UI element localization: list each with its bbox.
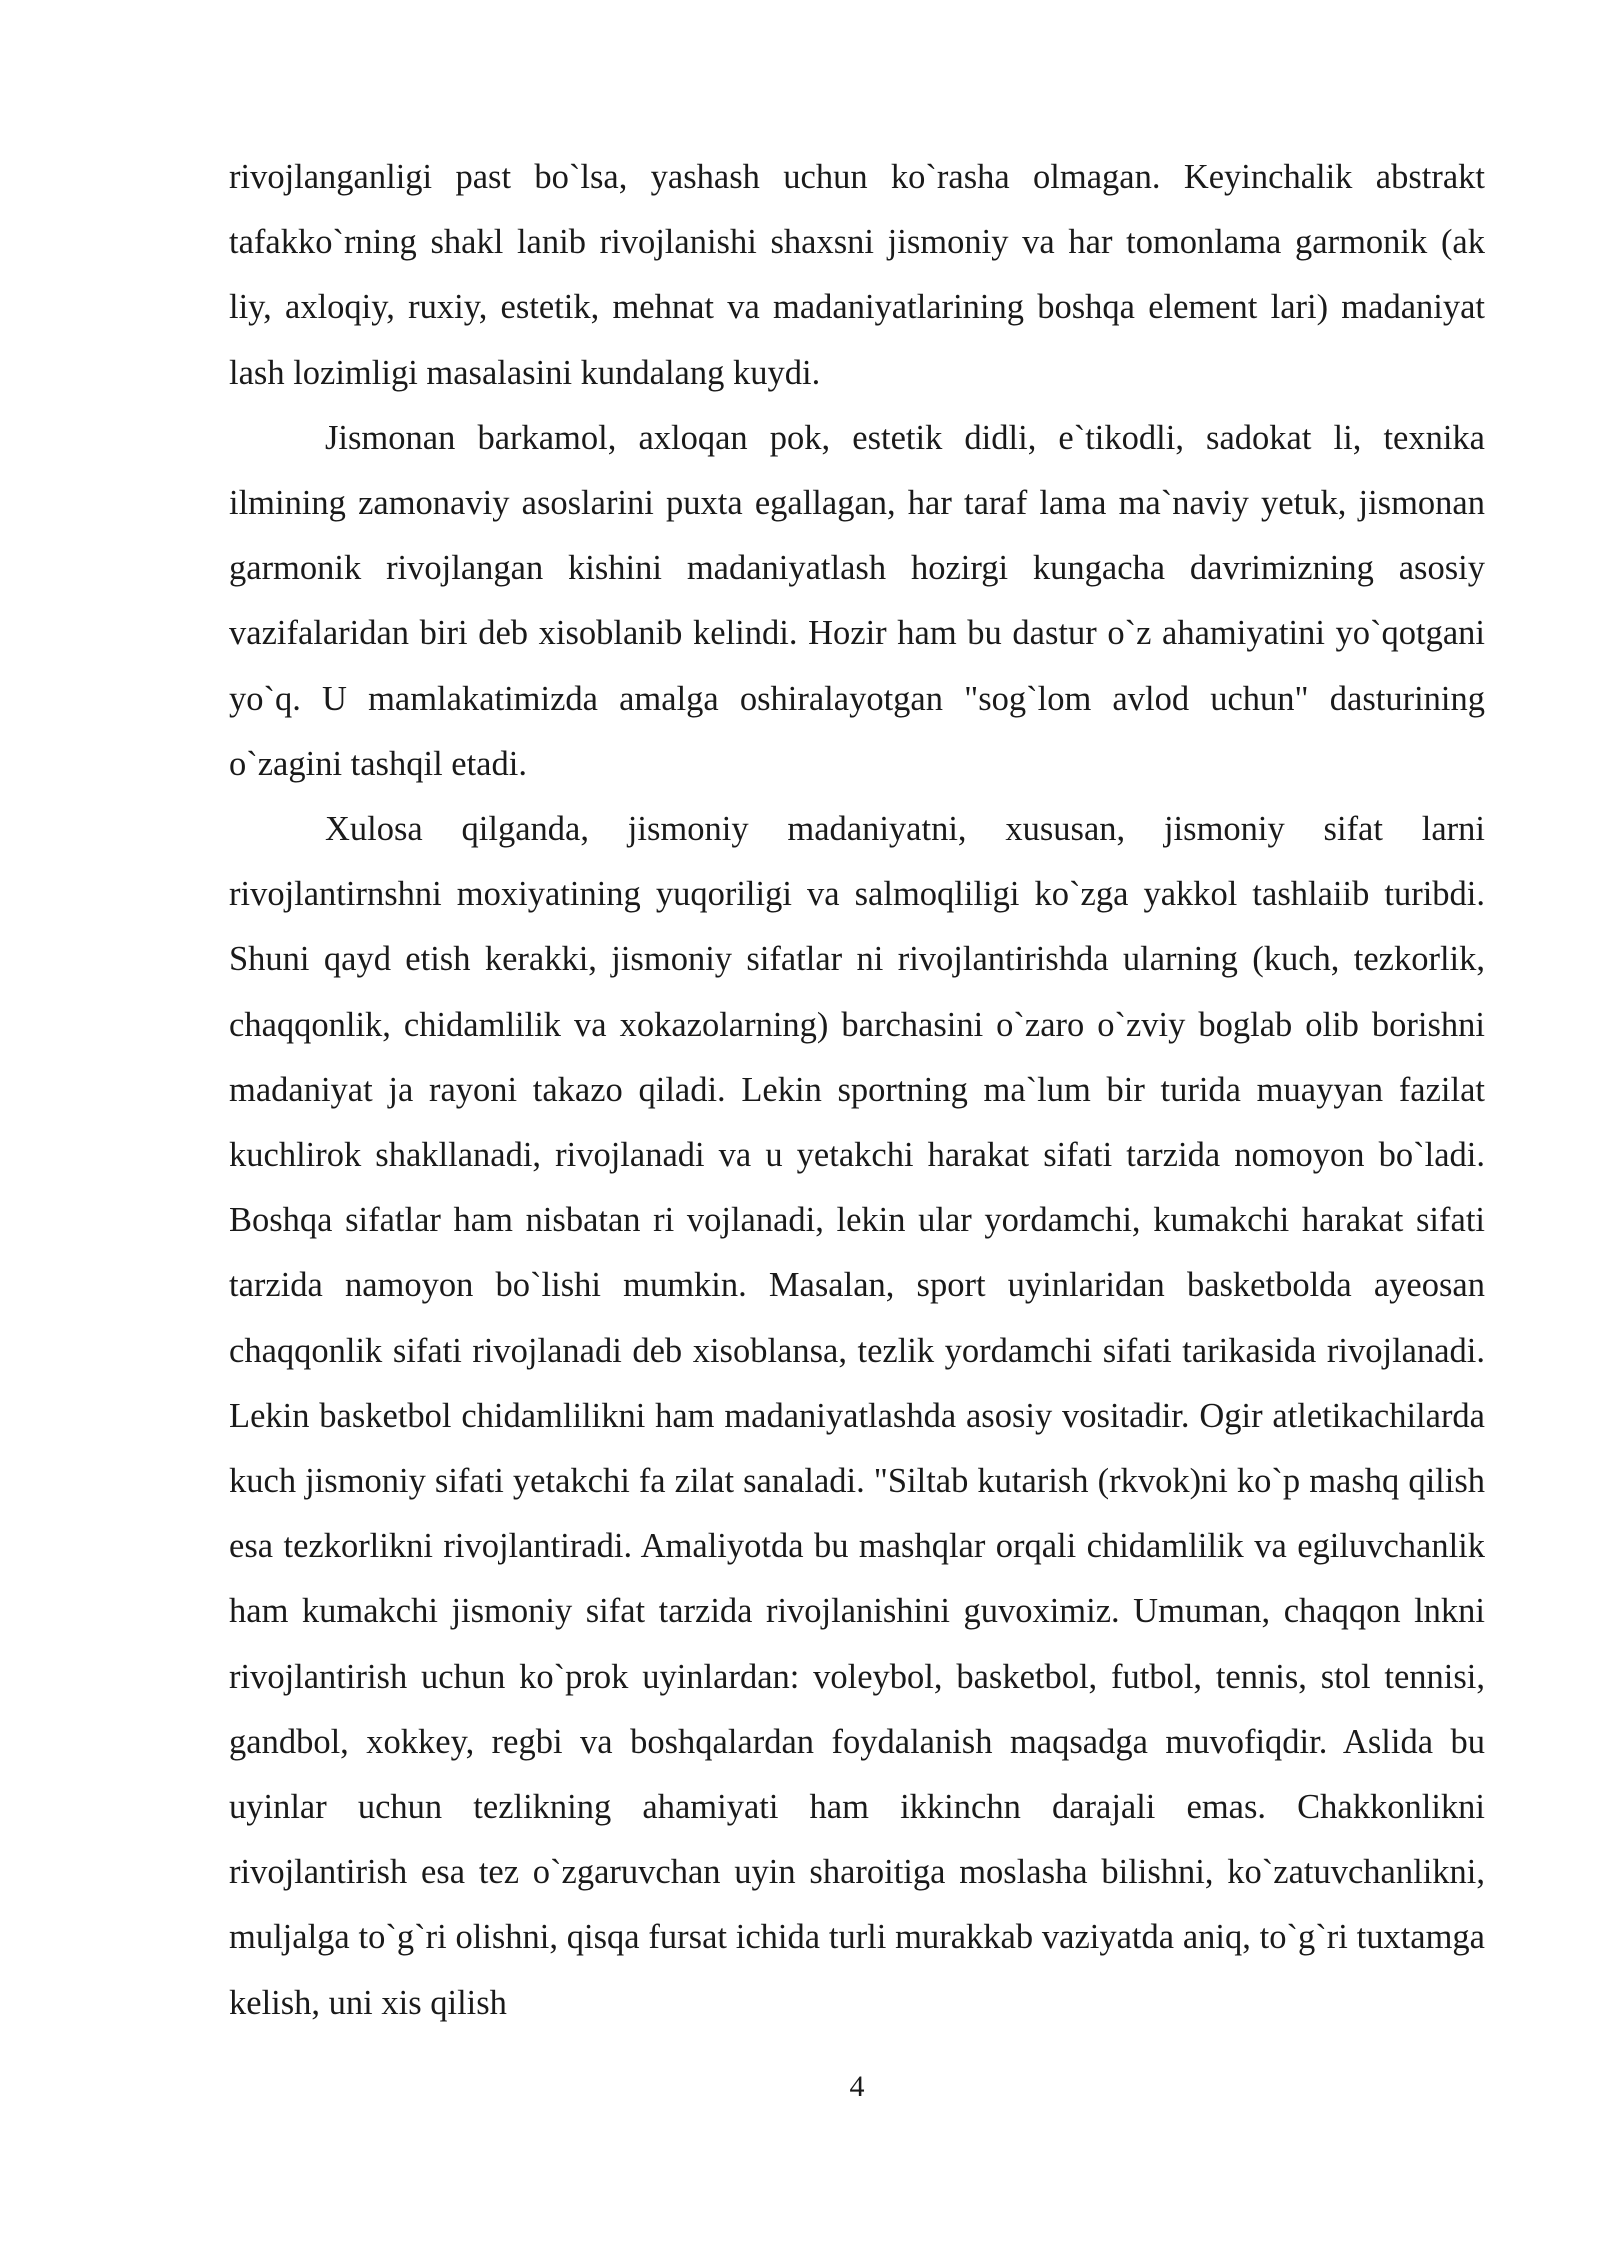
page-number: 4 xyxy=(849,2070,865,2103)
paragraph-3: Xulosa qilganda, jismoniy madaniyatni, xususan, jismoniy sifat larni rivojlantirnshni moxiyatining yuqoriligi va salmoqliligi ko`zga yakkol tashlaiib turibdi. Shuni qayd etish kerakki, jismoniy sifatlar ni rivojlantirishda ularning (kuch, tezkorlik, chaqqonlik, chidamlilik va xokazolarning) barchasini o`zaro o`zviy boglab olib borishni madaniyat ja rayoni takazo qiladi. Lekin sportning ma`lum bir turida muayyan fazilat kuchlirok shakllanadi, rivojlanadi va u yetakchi harakat sifati tarzida nomoyon bo`ladi. Boshqa sifatlar ham nisbatan ri vojlanadi, lekin ular yordamchi, kumakchi harakat sifati tarzida namoyon bo`lishi mumkin. Masalan, sport uyinlaridan basketbolda ayeosan chaqqonlik sifati rivojlanadi deb xisoblansa, tezlik yordamchi sifati tarikasida rivojlanadi. Lekin basketbol chidamlilikni ham madaniyatlashda asosiy vositadir. Ogir atletikachilarda kuch jismoniy sifati yetakchi fa zilat sanaladi. "Siltab kutarish (rkvok)ni ko`p mashq qilish esa tezkorlikni rivojlantiradi. Amaliyotda bu mashqlar orqali chidamlilik va egiluvchanlik ham kumakchi jismoniy sifat tarzida rivojlanishini guvoximiz. Umuman, chaqqon lnkni rivojlantirish uchun ko`prok uyinlardan: voleybol, basketbol, futbol, tennis, stol tennisi, gandbol, xokkey, regbi va boshqalardan foydalanish maqsadga muvofiqdir. Aslida bu uyinlar uchun tezlikning ahamiyati ham ikkinchn darajali emas. Chakkonlikni rivojlantirish esa tez o`zgaruvchan uyin sharoitiga moslasha bilishni, ko`zatuvchanlikni, muljalga to`g`ri olishni, qisqa fursat ichida turli murakkab vaziyatda aniq, to`g`ri tuxtamga kelish, uni xis qilish xyxy=(229,810,1485,2022)
body-text xyxy=(229,145,1485,2036)
paragraph-2: Jismonan barkamol, axloqan pok, estetik didli, e`tikodli, sadokat li, texnika ilmining zamonaviy asoslarini puxta egallagan, har taraf lama ma`naviy yetuk, jismonan garmonik rivojlangan kishini madaniyatlash hozirgi kungacha davrimizning asosiy vazifalaridan biri deb xisoblanib kelindi. Hozir ham bu dastur o`z ahamiyatini yo`qotgani yo`q. U mamlakatimizda amalga oshiralayotgan "sog`lom avlod uchun" dasturining o`zagini tashqil etadi. xyxy=(229,418,1485,783)
paragraph-1: rivojlanganligi past bo`lsa, yashash uchun ko`rasha olmagan. Keyinchalik abstrakt tafakko`rning shakl lanib rivojlanishi shaxsni jismoniy va har tomonlama garmonik (ak liy, axloqiy, ruxiy, estetik, mehnat va madaniyatlarining boshqa element lari) madaniyat lash lozimligi masalasini kundalang kuydi. xyxy=(229,158,1485,392)
